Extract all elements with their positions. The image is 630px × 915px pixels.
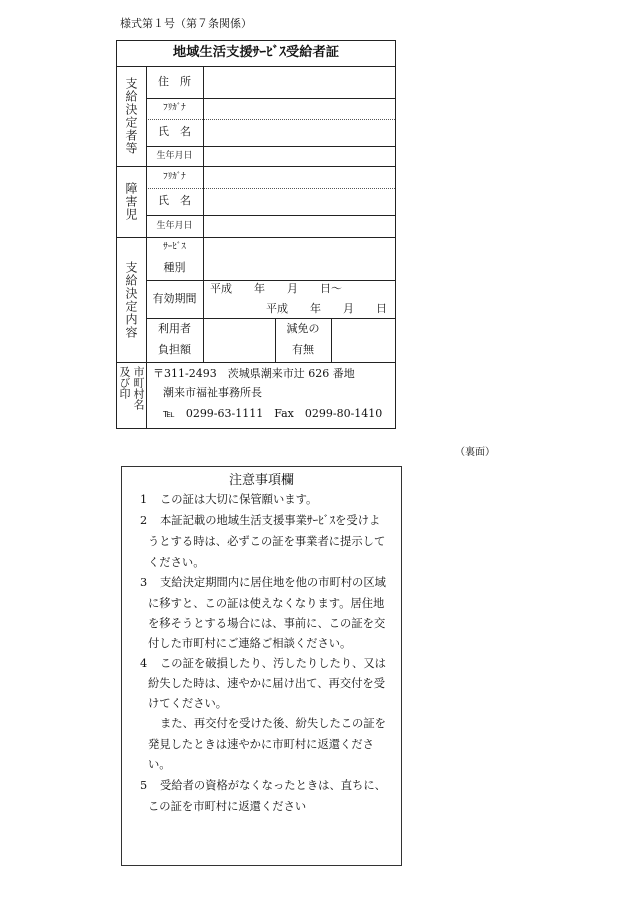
exemption-label-line1: 減免の	[286, 322, 320, 335]
table-rule	[116, 237, 395, 238]
table-rule	[146, 146, 395, 147]
applicant-furigana-label: ﾌﾘｶﾞﾅ	[163, 103, 186, 113]
child-heading-text: 障害児	[124, 182, 138, 221]
note-number: 1	[140, 493, 148, 506]
municipality-section-heading: 市町村名及び印	[118, 366, 145, 410]
note-number: 4	[140, 657, 148, 670]
copay-label-line1: 利用者	[158, 322, 191, 335]
note-line: に移すと、この証は使えなくなります。居住地	[148, 597, 385, 610]
table-column-rule	[203, 66, 204, 362]
table-column-rule	[331, 318, 332, 362]
validity-to-value: 平成 年 月 日	[266, 302, 387, 315]
child-section-heading	[116, 166, 146, 237]
note-line: 受給者の資格がなくなったときは、直ちに、	[160, 779, 386, 792]
note-line: 紛失した時は、速やかに届け出て、再交付を受	[148, 677, 386, 690]
applicant-birthdate-label: 生年月日	[156, 151, 193, 161]
table-rule-dotted	[146, 188, 395, 189]
form-number-label: 様式第１号（第７条関係）	[120, 17, 252, 30]
note-line: 発見したときは速やかに市町村に返還くださ	[148, 738, 374, 751]
table-rule	[116, 166, 395, 167]
note-line: 支給決定期間内に居住地を他の市町村の区域	[160, 576, 386, 589]
applicant-address-label: 住 所	[158, 75, 191, 88]
note-line: この証を破損したり、汚したりしたり、又は	[160, 657, 386, 670]
note-line: また、再交付を受けた後、紛失したこの証を	[160, 717, 386, 730]
certificate-title: 地域生活支援ｻｰﾋﾞｽ受給者証	[172, 45, 340, 60]
note-line: 付した市町村にご連絡ご相談ください。	[148, 637, 352, 650]
validity-period-label: 有効期間	[152, 292, 197, 305]
municipality-contact: ℡ 0299-63-1111 Fax 0299-80-1410	[163, 407, 383, 420]
municipality-address: 〒311-2493 茨城県潮来市辻 626 番地	[153, 367, 355, 380]
applicant-heading-text: 支給決定者等	[124, 77, 138, 155]
applicant-section-heading	[116, 66, 146, 166]
note-number: 2	[140, 514, 148, 527]
decision-heading-text: 支給決定内容	[124, 260, 138, 339]
child-name-label: 氏 名	[158, 194, 191, 207]
note-line: けてください。	[148, 697, 228, 710]
table-rule	[146, 318, 395, 319]
validity-from-value: 平成 年 月 日～	[210, 282, 342, 295]
note-line: ください。	[148, 556, 205, 569]
notes-title: 注意事項欄	[228, 473, 294, 488]
municipality-office: 潮来市福祉事務所長	[163, 386, 262, 399]
note-line: この証を市町村に返還ください	[148, 800, 307, 813]
table-rule	[146, 215, 395, 216]
table-rule	[116, 66, 395, 67]
exemption-label-line2: 有無	[292, 343, 314, 356]
decision-section-heading	[116, 237, 146, 362]
service-type-label-line2: 種別	[163, 261, 186, 274]
note-line: この証は大切に保管願います。	[160, 493, 318, 506]
table-rule	[116, 362, 395, 363]
table-rule-dotted	[146, 119, 395, 120]
back-side-label: （裏面）	[455, 447, 495, 458]
note-line: を移そうとする場合には、事前に、この証を交	[148, 617, 386, 630]
service-type-label-line1: ｻｰﾋﾞｽ	[163, 242, 186, 252]
note-line: い。	[148, 758, 171, 771]
applicant-name-label: 氏 名	[158, 125, 191, 138]
child-furigana-label: ﾌﾘｶﾞﾅ	[163, 172, 186, 182]
note-number: 3	[140, 576, 148, 589]
table-rule	[146, 280, 395, 281]
table-rule	[146, 98, 395, 99]
child-birthdate-label: 生年月日	[156, 221, 193, 231]
note-line: うとする時は、必ずこの証を事業者に提示して	[148, 535, 386, 548]
copay-label-line2: 負担額	[158, 343, 191, 356]
note-line: 本証記載の地域生活支援事業ｻｰﾋﾞｽを受けよ	[160, 514, 381, 527]
note-number: 5	[140, 779, 148, 792]
